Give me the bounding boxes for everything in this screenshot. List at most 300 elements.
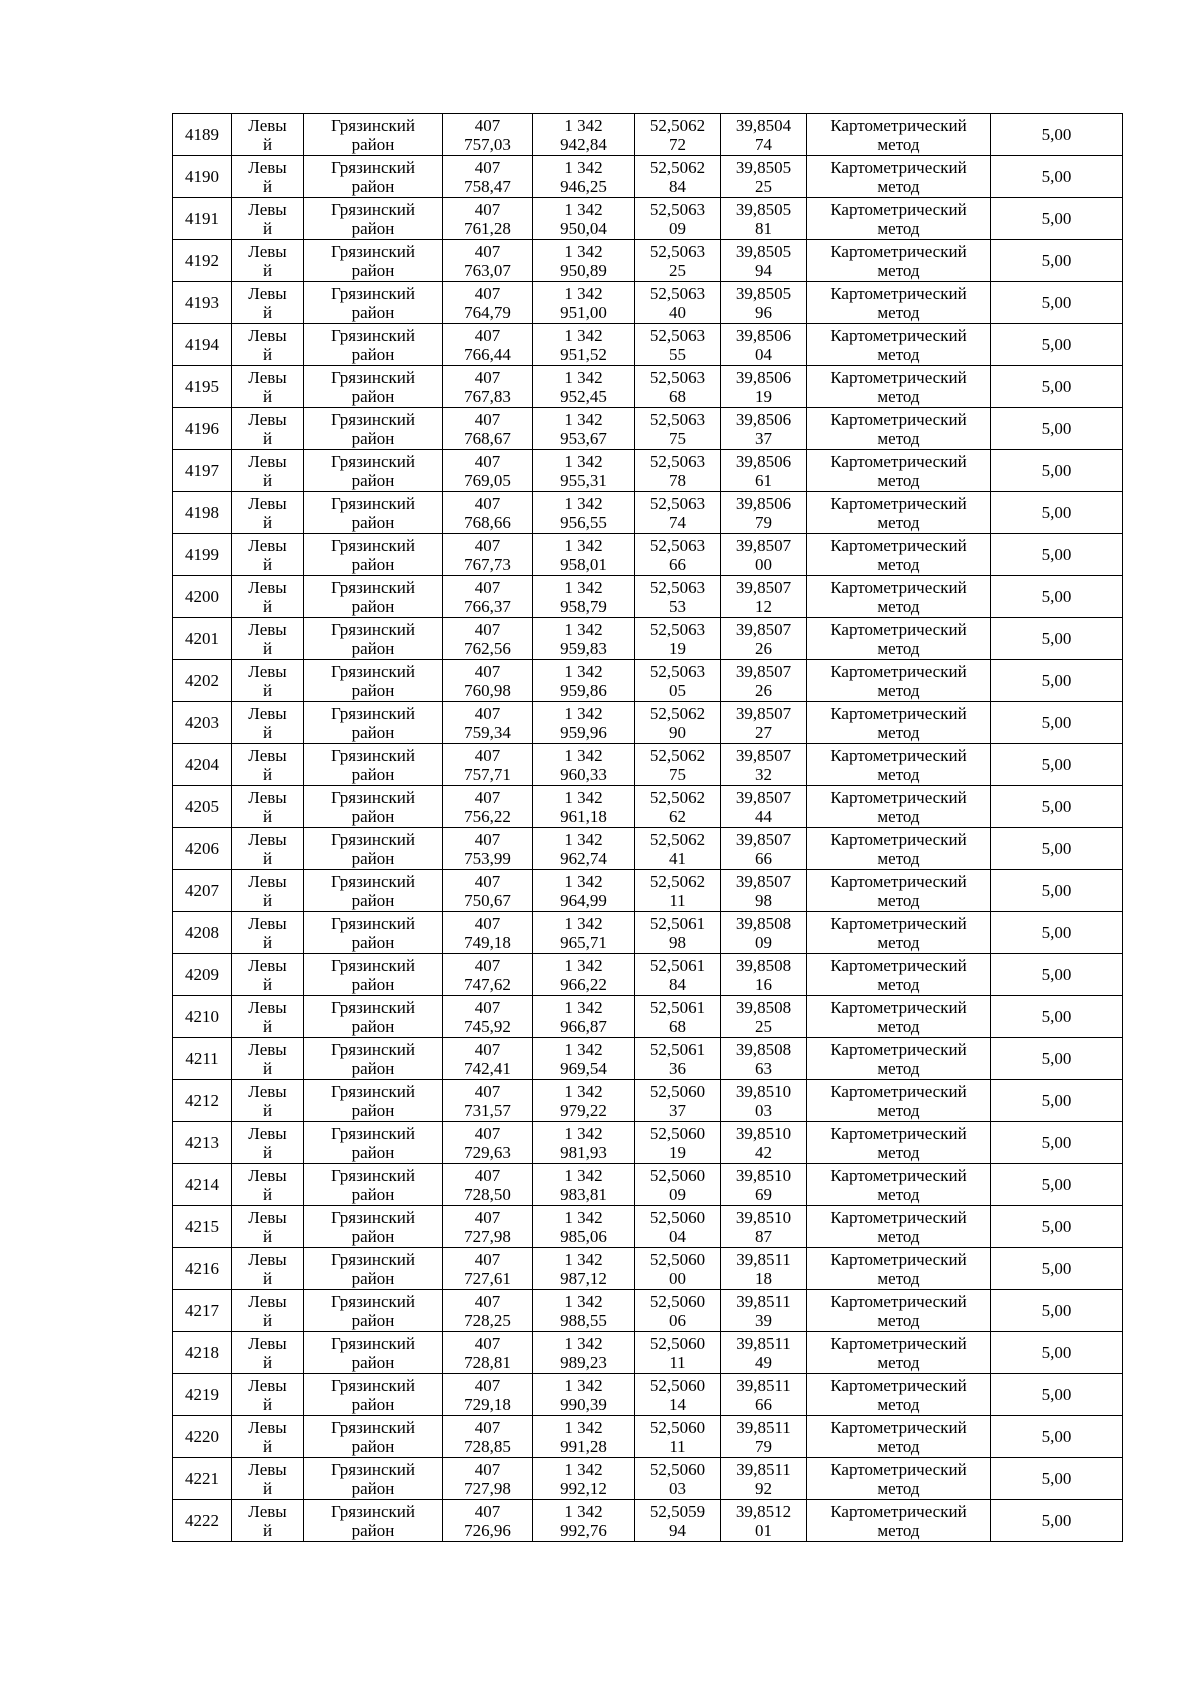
x-coordinate-line: 407 <box>474 115 501 135</box>
point-number-cell: 4205 <box>173 786 232 828</box>
x-coordinate-cell <box>443 786 533 828</box>
x-coordinate-cell <box>443 366 533 408</box>
longitude-cell <box>721 660 807 702</box>
district-cell <box>304 1038 443 1080</box>
method-line: Картометрический <box>830 871 967 891</box>
y-coordinate-line: 1 342 <box>564 871 603 891</box>
x-coordinate-line: 407 <box>474 1207 501 1227</box>
district-line: район <box>351 302 395 322</box>
y-coordinate-line: 1 342 <box>564 1207 603 1227</box>
y-coordinate-cell <box>533 996 635 1038</box>
accuracy-cell: 5,00 <box>991 1164 1123 1206</box>
y-coordinate-line: 1 342 <box>564 241 603 261</box>
accuracy-cell: 5,00 <box>991 954 1123 996</box>
latitude-line: 98 <box>669 932 686 952</box>
longitude-cell <box>721 324 807 366</box>
longitude-cell <box>721 1458 807 1500</box>
x-coordinate-line: 728,81 <box>464 1352 511 1372</box>
longitude-line: 63 <box>755 1058 772 1078</box>
longitude-cell <box>721 576 807 618</box>
x-coordinate-line: 728,85 <box>464 1436 511 1456</box>
x-coordinate-cell <box>443 1332 533 1374</box>
x-coordinate-cell <box>443 954 533 996</box>
district-line: район <box>351 1016 395 1036</box>
latitude-line: 52,5062 <box>649 115 706 135</box>
longitude-line: 03 <box>755 1100 772 1120</box>
district-line: район <box>351 260 395 280</box>
side-line: Левы <box>248 1417 287 1437</box>
longitude-cell <box>721 828 807 870</box>
method-line: Картометрический <box>830 1207 967 1227</box>
side-cell <box>232 954 304 996</box>
y-coordinate-cell <box>533 1122 635 1164</box>
district-line: Грязинский <box>331 871 415 891</box>
x-coordinate-line: 407 <box>474 661 501 681</box>
longitude-line: 32 <box>755 764 772 784</box>
x-coordinate-cell <box>443 1374 533 1416</box>
side-line: Левы <box>248 997 287 1017</box>
district-cell <box>304 828 443 870</box>
method-line: метод <box>877 1478 920 1498</box>
side-line: й <box>262 974 273 994</box>
table-row <box>173 1416 1123 1458</box>
longitude-line: 37 <box>755 428 772 448</box>
district-line: Грязинский <box>331 115 415 135</box>
method-line: Картометрический <box>830 787 967 807</box>
table-row <box>173 954 1123 996</box>
longitude-line: 39,8507 <box>735 745 792 765</box>
longitude-line: 00 <box>755 554 772 574</box>
district-cell <box>304 870 443 912</box>
latitude-cell <box>635 282 721 324</box>
method-cell <box>807 1290 991 1332</box>
method-cell <box>807 1248 991 1290</box>
x-coordinate-cell <box>443 702 533 744</box>
district-line: Грязинский <box>331 493 415 513</box>
longitude-cell <box>721 702 807 744</box>
district-cell <box>304 408 443 450</box>
longitude-line: 39,8507 <box>735 535 792 555</box>
latitude-cell <box>635 618 721 660</box>
x-coordinate-line: 727,98 <box>464 1226 511 1246</box>
district-line: Грязинский <box>331 325 415 345</box>
method-line: Картометрический <box>830 1459 967 1479</box>
accuracy-cell: 5,00 <box>991 576 1123 618</box>
latitude-line: 09 <box>669 218 686 238</box>
y-coordinate-line: 966,87 <box>560 1016 607 1036</box>
longitude-line: 39,8507 <box>735 661 792 681</box>
x-coordinate-cell <box>443 282 533 324</box>
x-coordinate-line: 407 <box>474 1249 501 1269</box>
side-cell <box>232 702 304 744</box>
method-line: Картометрический <box>830 829 967 849</box>
table-row <box>173 1248 1123 1290</box>
district-cell <box>304 702 443 744</box>
longitude-cell <box>721 1290 807 1332</box>
side-line: Левы <box>248 787 287 807</box>
district-line: Грязинский <box>331 745 415 765</box>
latitude-cell <box>635 156 721 198</box>
y-coordinate-cell <box>533 618 635 660</box>
side-cell <box>232 1206 304 1248</box>
x-coordinate-cell <box>443 828 533 870</box>
latitude-cell <box>635 450 721 492</box>
y-coordinate-line: 959,96 <box>560 722 607 742</box>
table-row <box>173 1332 1123 1374</box>
district-line: Грязинский <box>331 451 415 471</box>
district-line: Грязинский <box>331 1207 415 1227</box>
district-line: Грязинский <box>331 1039 415 1059</box>
y-coordinate-line: 979,22 <box>560 1100 607 1120</box>
longitude-cell <box>721 282 807 324</box>
latitude-line: 52,5060 <box>649 1249 706 1269</box>
method-cell <box>807 1458 991 1500</box>
x-coordinate-cell <box>443 1248 533 1290</box>
longitude-cell <box>721 240 807 282</box>
latitude-cell <box>635 1500 721 1542</box>
side-line: Левы <box>248 745 287 765</box>
y-coordinate-line: 966,22 <box>560 974 607 994</box>
longitude-cell <box>721 198 807 240</box>
longitude-cell <box>721 1332 807 1374</box>
method-line: Картометрический <box>830 1123 967 1143</box>
latitude-line: 14 <box>669 1394 686 1414</box>
point-number-cell: 4193 <box>173 282 232 324</box>
longitude-line: 25 <box>755 1016 772 1036</box>
y-coordinate-line: 958,79 <box>560 596 607 616</box>
district-cell <box>304 1080 443 1122</box>
accuracy-cell: 5,00 <box>991 1248 1123 1290</box>
district-line: район <box>351 134 395 154</box>
latitude-line: 52,5063 <box>649 661 706 681</box>
y-coordinate-line: 962,74 <box>560 848 607 868</box>
x-coordinate-line: 745,92 <box>464 1016 511 1036</box>
district-cell <box>304 618 443 660</box>
x-coordinate-line: 407 <box>474 1375 501 1395</box>
latitude-line: 90 <box>669 722 686 742</box>
accuracy-cell: 5,00 <box>991 870 1123 912</box>
district-cell <box>304 1290 443 1332</box>
y-coordinate-line: 956,55 <box>560 512 607 532</box>
longitude-line: 19 <box>755 386 772 406</box>
x-coordinate-line: 407 <box>474 283 501 303</box>
side-line: Левы <box>248 1375 287 1395</box>
longitude-cell <box>721 1500 807 1542</box>
table-row <box>173 1164 1123 1206</box>
district-line: район <box>351 1352 395 1372</box>
x-coordinate-line: 407 <box>474 199 501 219</box>
accuracy-cell: 5,00 <box>991 1500 1123 1542</box>
y-coordinate-line: 992,76 <box>560 1520 607 1540</box>
longitude-line: 74 <box>755 134 772 154</box>
x-coordinate-cell <box>443 1122 533 1164</box>
district-line: Грязинский <box>331 829 415 849</box>
y-coordinate-line: 1 342 <box>564 829 603 849</box>
x-coordinate-line: 407 <box>474 1081 501 1101</box>
x-coordinate-line: 407 <box>474 535 501 555</box>
method-line: метод <box>877 974 920 994</box>
longitude-line: 98 <box>755 890 772 910</box>
longitude-line: 18 <box>755 1268 772 1288</box>
point-number-cell: 4209 <box>173 954 232 996</box>
method-line: Картометрический <box>830 661 967 681</box>
latitude-line: 52,5063 <box>649 325 706 345</box>
district-line: Грязинский <box>331 1375 415 1395</box>
y-coordinate-cell <box>533 1248 635 1290</box>
side-line: й <box>262 1142 273 1162</box>
side-line: Левы <box>248 493 287 513</box>
y-coordinate-line: 1 342 <box>564 955 603 975</box>
longitude-line: 79 <box>755 1436 772 1456</box>
side-line: Левы <box>248 283 287 303</box>
latitude-line: 52,5063 <box>649 199 706 219</box>
side-cell <box>232 156 304 198</box>
y-coordinate-line: 961,18 <box>560 806 607 826</box>
x-coordinate-line: 757,03 <box>464 134 511 154</box>
side-line: Левы <box>248 871 287 891</box>
latitude-line: 55 <box>669 344 686 364</box>
longitude-line: 39,8505 <box>735 157 792 177</box>
longitude-cell <box>721 156 807 198</box>
side-line: Левы <box>248 661 287 681</box>
district-cell <box>304 1122 443 1164</box>
method-cell <box>807 1164 991 1206</box>
district-cell <box>304 198 443 240</box>
latitude-line: 68 <box>669 1016 686 1036</box>
district-line: район <box>351 1268 395 1288</box>
longitude-line: 27 <box>755 722 772 742</box>
side-cell <box>232 240 304 282</box>
y-coordinate-cell <box>533 912 635 954</box>
method-cell <box>807 156 991 198</box>
longitude-cell <box>721 744 807 786</box>
method-line: Картометрический <box>830 451 967 471</box>
point-number-cell: 4203 <box>173 702 232 744</box>
y-coordinate-line: 1 342 <box>564 703 603 723</box>
district-cell <box>304 492 443 534</box>
latitude-line: 11 <box>669 890 686 910</box>
side-cell <box>232 492 304 534</box>
x-coordinate-line: 759,34 <box>464 722 511 742</box>
district-cell <box>304 1164 443 1206</box>
district-line: Грязинский <box>331 997 415 1017</box>
x-coordinate-line: 407 <box>474 157 501 177</box>
district-cell <box>304 366 443 408</box>
longitude-line: 39,8508 <box>735 955 792 975</box>
side-line: й <box>262 1394 273 1414</box>
accuracy-cell: 5,00 <box>991 198 1123 240</box>
latitude-cell <box>635 1332 721 1374</box>
latitude-line: 62 <box>669 806 686 826</box>
side-cell <box>232 828 304 870</box>
method-line: метод <box>877 848 920 868</box>
longitude-line: 87 <box>755 1226 772 1246</box>
x-coordinate-cell <box>443 408 533 450</box>
latitude-line: 00 <box>669 1268 686 1288</box>
latitude-line: 41 <box>669 848 686 868</box>
latitude-cell <box>635 660 721 702</box>
x-coordinate-line: 407 <box>474 325 501 345</box>
y-coordinate-line: 1 342 <box>564 493 603 513</box>
point-number-cell: 4190 <box>173 156 232 198</box>
district-line: Грязинский <box>331 157 415 177</box>
longitude-cell <box>721 408 807 450</box>
side-line: й <box>262 1310 273 1330</box>
longitude-line: 39,8506 <box>735 367 792 387</box>
table-row <box>173 576 1123 618</box>
point-number-cell: 4201 <box>173 618 232 660</box>
accuracy-cell: 5,00 <box>991 1122 1123 1164</box>
method-cell <box>807 618 991 660</box>
longitude-cell <box>721 1374 807 1416</box>
side-line: Левы <box>248 577 287 597</box>
method-cell <box>807 660 991 702</box>
y-coordinate-line: 1 342 <box>564 367 603 387</box>
latitude-line: 52,5059 <box>649 1501 706 1521</box>
table-row <box>173 282 1123 324</box>
x-coordinate-cell <box>443 492 533 534</box>
side-line: й <box>262 386 273 406</box>
longitude-cell <box>721 912 807 954</box>
district-line: Грязинский <box>331 409 415 429</box>
accuracy-cell: 5,00 <box>991 1290 1123 1332</box>
latitude-line: 75 <box>669 428 686 448</box>
y-coordinate-line: 1 342 <box>564 1333 603 1353</box>
point-number-cell: 4207 <box>173 870 232 912</box>
y-coordinate-line: 992,12 <box>560 1478 607 1498</box>
accuracy-cell: 5,00 <box>991 492 1123 534</box>
method-cell <box>807 1206 991 1248</box>
x-coordinate-line: 407 <box>474 871 501 891</box>
y-coordinate-cell <box>533 576 635 618</box>
y-coordinate-line: 1 342 <box>564 577 603 597</box>
accuracy-cell: 5,00 <box>991 618 1123 660</box>
point-number-cell: 4206 <box>173 828 232 870</box>
y-coordinate-cell <box>533 954 635 996</box>
method-line: метод <box>877 1352 920 1372</box>
method-line: метод <box>877 1268 920 1288</box>
y-coordinate-line: 1 342 <box>564 619 603 639</box>
district-line: Грязинский <box>331 199 415 219</box>
latitude-line: 52,5062 <box>649 829 706 849</box>
y-coordinate-cell <box>533 408 635 450</box>
method-cell <box>807 1374 991 1416</box>
y-coordinate-line: 1 342 <box>564 199 603 219</box>
x-coordinate-line: 407 <box>474 493 501 513</box>
longitude-line: 81 <box>755 218 772 238</box>
accuracy-cell: 5,00 <box>991 156 1123 198</box>
latitude-line: 52,5060 <box>649 1123 706 1143</box>
accuracy-cell: 5,00 <box>991 996 1123 1038</box>
point-number-cell: 4202 <box>173 660 232 702</box>
longitude-line: 12 <box>755 596 772 616</box>
latitude-line: 94 <box>669 1520 686 1540</box>
point-number-cell: 4208 <box>173 912 232 954</box>
table-row <box>173 996 1123 1038</box>
district-line: Грязинский <box>331 1081 415 1101</box>
longitude-line: 39,8506 <box>735 493 792 513</box>
district-line: район <box>351 554 395 574</box>
x-coordinate-line: 728,25 <box>464 1310 511 1330</box>
latitude-line: 66 <box>669 554 686 574</box>
point-number-cell: 4222 <box>173 1500 232 1542</box>
side-line: й <box>262 1184 273 1204</box>
method-cell <box>807 492 991 534</box>
district-line: Грязинский <box>331 535 415 555</box>
latitude-line: 52,5063 <box>649 409 706 429</box>
latitude-cell <box>635 1248 721 1290</box>
side-line: Левы <box>248 1081 287 1101</box>
longitude-line: 39,8511 <box>736 1291 791 1311</box>
longitude-line: 39,8511 <box>736 1417 791 1437</box>
method-line: метод <box>877 1436 920 1456</box>
table-row <box>173 240 1123 282</box>
y-coordinate-line: 1 342 <box>564 451 603 471</box>
x-coordinate-line: 407 <box>474 787 501 807</box>
district-line: Грязинский <box>331 619 415 639</box>
y-coordinate-line: 1 342 <box>564 1375 603 1395</box>
x-coordinate-line: 729,63 <box>464 1142 511 1162</box>
accuracy-cell: 5,00 <box>991 366 1123 408</box>
side-line: Левы <box>248 955 287 975</box>
district-line: Грязинский <box>331 1249 415 1269</box>
district-line: район <box>351 1142 395 1162</box>
longitude-line: 26 <box>755 680 772 700</box>
side-cell <box>232 1080 304 1122</box>
x-coordinate-cell <box>443 744 533 786</box>
x-coordinate-cell <box>443 1038 533 1080</box>
y-coordinate-cell <box>533 282 635 324</box>
latitude-cell <box>635 324 721 366</box>
latitude-line: 52,5063 <box>649 283 706 303</box>
district-line: район <box>351 1226 395 1246</box>
longitude-line: 39,8511 <box>736 1375 791 1395</box>
accuracy-cell: 5,00 <box>991 1374 1123 1416</box>
method-line: метод <box>877 1226 920 1246</box>
latitude-line: 52,5060 <box>649 1417 706 1437</box>
longitude-cell <box>721 786 807 828</box>
x-coordinate-cell <box>443 912 533 954</box>
longitude-line: 39,8505 <box>735 241 792 261</box>
x-coordinate-line: 766,37 <box>464 596 511 616</box>
y-coordinate-line: 1 342 <box>564 1459 603 1479</box>
longitude-line: 01 <box>755 1520 772 1540</box>
latitude-line: 25 <box>669 260 686 280</box>
side-cell <box>232 870 304 912</box>
point-number-cell: 4212 <box>173 1080 232 1122</box>
y-coordinate-cell <box>533 1332 635 1374</box>
x-coordinate-line: 767,73 <box>464 554 511 574</box>
district-line: район <box>351 722 395 742</box>
accuracy-cell: 5,00 <box>991 1458 1123 1500</box>
side-cell <box>232 534 304 576</box>
y-coordinate-line: 1 342 <box>564 1249 603 1269</box>
side-line: Левы <box>248 913 287 933</box>
x-coordinate-cell <box>443 1458 533 1500</box>
accuracy-cell: 5,00 <box>991 324 1123 366</box>
x-coordinate-line: 768,66 <box>464 512 511 532</box>
latitude-cell <box>635 954 721 996</box>
method-line: метод <box>877 512 920 532</box>
y-coordinate-line: 1 342 <box>564 745 603 765</box>
y-coordinate-cell <box>533 660 635 702</box>
longitude-cell <box>721 954 807 996</box>
y-coordinate-line: 1 342 <box>564 325 603 345</box>
side-cell <box>232 996 304 1038</box>
longitude-line: 39,8511 <box>736 1333 791 1353</box>
longitude-line: 39,8507 <box>735 703 792 723</box>
point-number-cell: 4200 <box>173 576 232 618</box>
